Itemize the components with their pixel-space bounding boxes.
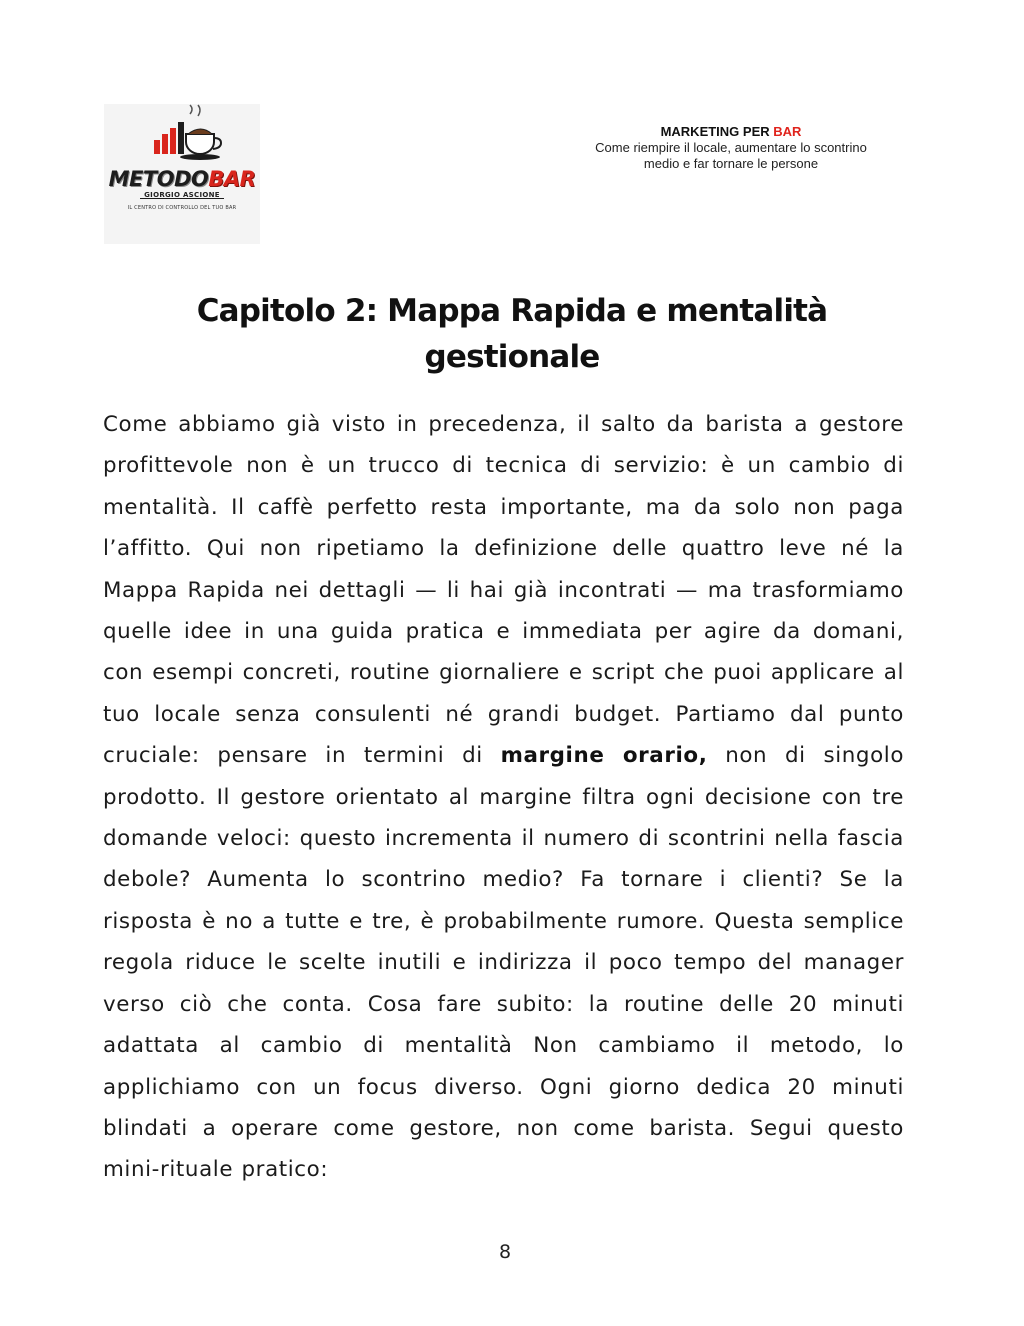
header-subtitle-line-2: medio e far tornare le persone xyxy=(643,156,819,171)
body-paragraph xyxy=(103,404,904,1191)
chapter-title-line-1: Capitolo 2: Mappa Rapida e mentalità xyxy=(196,293,828,329)
header-subtitle-line-1: Come riempire il locale, aumentare lo scontrino xyxy=(595,140,867,155)
logo-author-name: GIORGIO ASCIONE xyxy=(144,191,220,199)
bar-chart-icon xyxy=(154,122,184,154)
logo xyxy=(104,104,260,244)
body-bold-text: margine orario, xyxy=(500,743,708,769)
header-title-prefix: MARKETING PER xyxy=(660,124,774,139)
body-text-before-bold: Come abbiamo già visto in precedenza, il salto da barista a gestore profittevole non è un trucco di tecnica di servizio: è un cambio di mentalità. Il caffè perfetto resta importante, ma da solo non paga l’affitto. Qui non ripetiamo la definizione delle quattro leve né la Mappa Rapida nei dettagli — li hai già incontrati — ma trasformiamo quelle idee in una guida pratica e immediata per agire da domani, con esempi concreti, routine giornaliere e script che puoi applicare al tuo locale senza consulenti né grandi budget. Partiamo dal punto cruciale: pensare in termini di xyxy=(103,412,904,769)
logo-word-bar: BAR xyxy=(208,167,256,191)
chapter-title-line-2: gestionale xyxy=(424,339,600,375)
header-title xyxy=(551,124,911,140)
header-title-accent: BAR xyxy=(773,124,802,139)
logo-tagline: IL CENTRO DI CONTROLLO DEL TUO BAR xyxy=(127,205,237,211)
coffee-cup-icon xyxy=(180,105,221,160)
body-text-after-bold: non di singolo prodotto. Il gestore orientato al margine filtra ogni decisione con tre domande veloci: questo incrementa il numero di scontrini nella fascia debole? Aumenta lo scontrino medio? Fa tornare i clienti? Se la risposta è no a tutte e tre, è probabilmente rumore. Questa semplice regola riduce le scelte inutili e indirizza il poco tempo del manager verso ciò che conta. Cosa fare subito: la routine delle 20 minuti adattata al cambio di mentalità Non cambiamo il metodo, lo applichiamo con un focus diverso. Ogni giorno dedica 20 minuti blindati a operare come gestore, non come barista. Segui questo mini-rituale pratico: xyxy=(103,743,905,1183)
running-header xyxy=(551,124,911,172)
page-number: 8 xyxy=(498,1241,512,1263)
logo-word-metodo: METODO xyxy=(108,167,209,191)
logo-wordmark xyxy=(104,166,260,192)
chapter-title xyxy=(140,288,884,380)
